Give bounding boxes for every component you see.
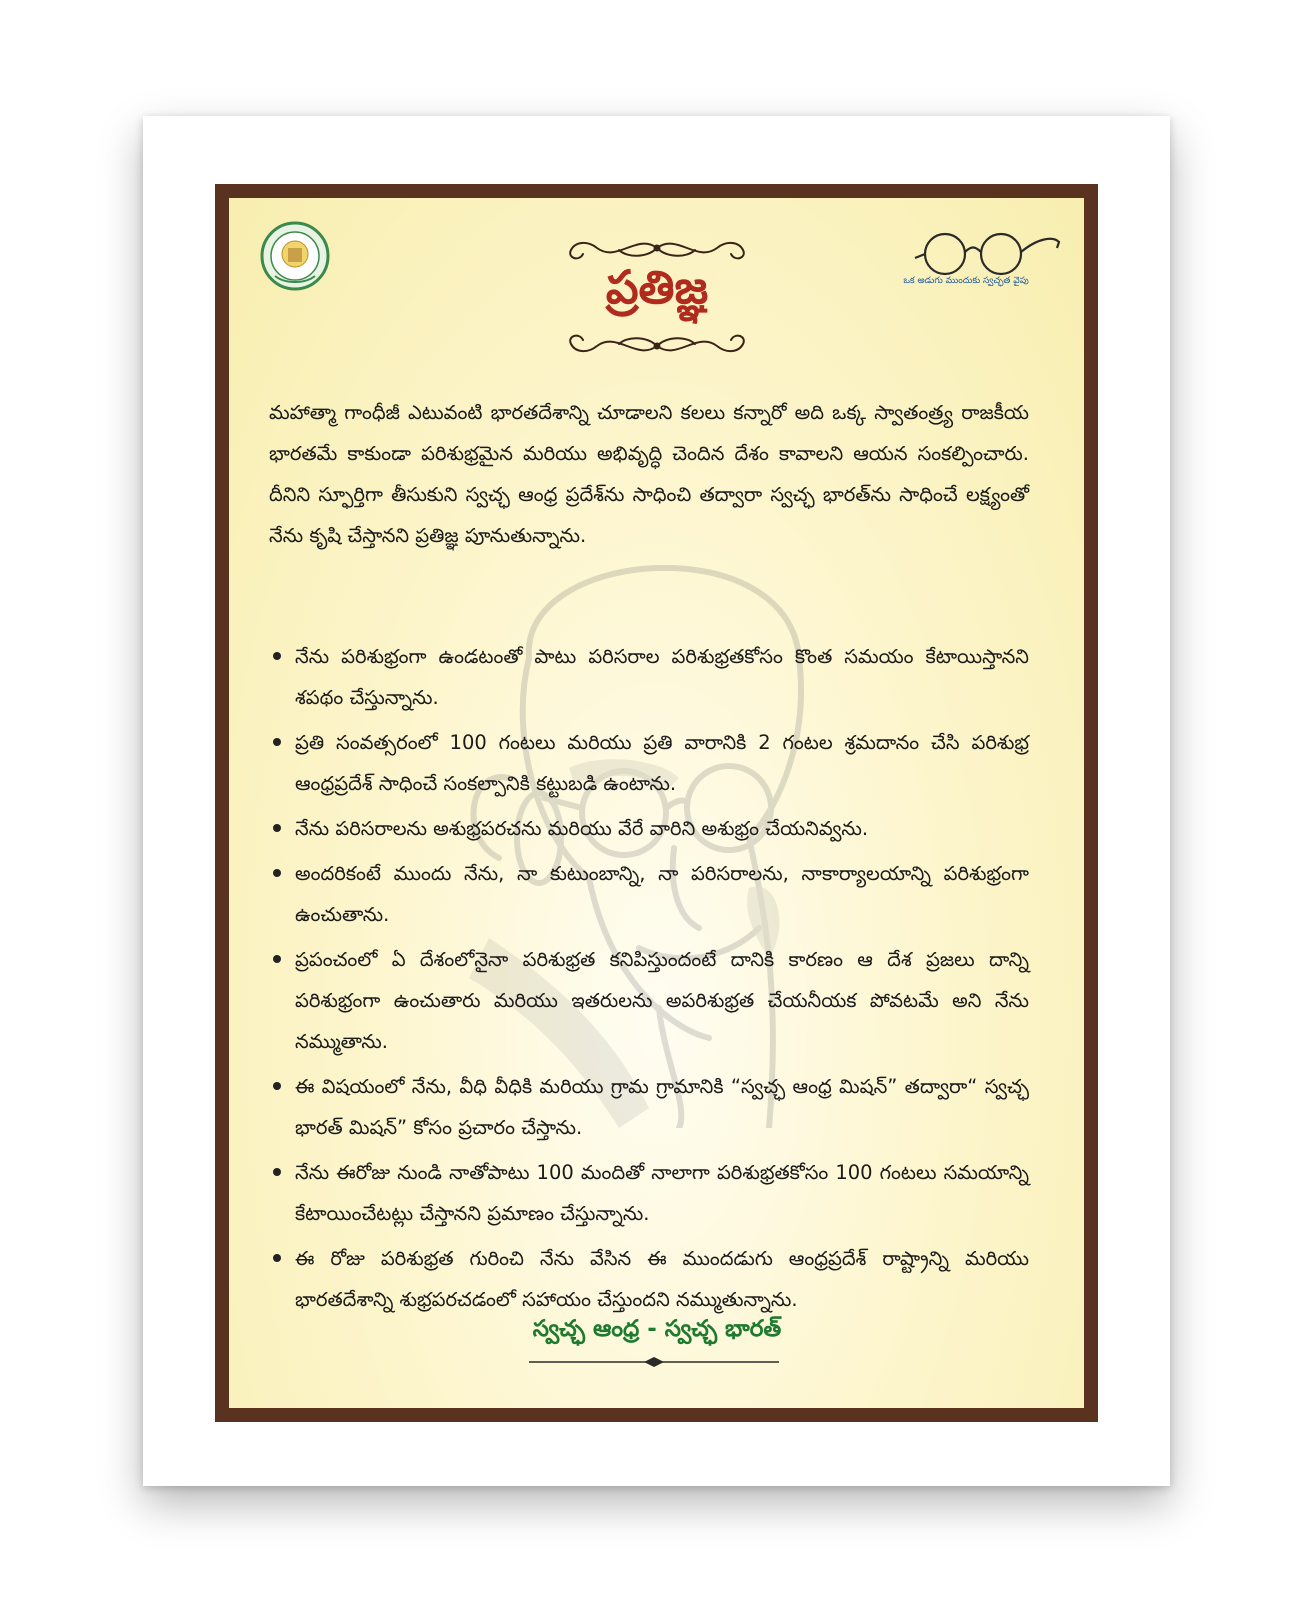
pledge-item: అందరికంటే ముందు నేను, నా కుటుంబాన్ని, నా పరిసరాలను, నాకార్యాలయాన్ని పరిశుభ్రంగా ఉంచుతాను. xyxy=(269,853,1029,935)
poster-panel xyxy=(229,198,1084,1408)
intro-paragraph: మహాత్మా గాంధీజీ ఎటువంటి భారతదేశాన్ని చూడాలని కలలు కన్నారో అది ఒక్క స్వాతంత్ర్య రాజకీయ భారతమే కాకుండా పరిశుభ్రమైన మరియు అభివృద్ధి చెందిన దేశం కావాలని ఆయన సంకల్పించారు. దీనిని స్ఫూర్తిగా తీసుకుని స్వచ్ఛ ఆంధ్ర ప్రదేశ్‌ను సాధించి తద్వారా స్వచ్ఛ భారత్‌ను సాధించే లక్ష్యంతో నేను కృషి చేస్తానని ప్రతిజ్ఞ పూనుతున్నాను. xyxy=(269,401,1029,547)
pledge-item: నేను పరిసరాలను అశుభ్రపరచను మరియు వేరే వారిని అశుభ్రం చేయనివ్వను. xyxy=(269,808,1029,849)
pledge-item: ఈ రోజు పరిశుభ్రత గురించి నేను వేసిన ఈ ముందడుగు ఆంధ్రప్రదేశ్ రాష్ట్రాన్ని మరియు భారతదేశాన్ని శుభ్రపరచడంలో సహాయం చేస్తుందని నమ్ముతున్నాను. xyxy=(269,1238,1029,1320)
ornament-bottom-icon xyxy=(557,326,757,366)
pledge-list xyxy=(269,636,1029,1324)
ap-government-emblem-icon xyxy=(259,220,331,292)
logo-tagline: ఒక అడుగు ముందుకు స్వచ్ఛత వైపు xyxy=(903,276,1029,286)
pledge-item: నేను పరిశుభ్రంగా ఉండటంతో పాటు పరిసరాల పరిశుభ్రతకోసం కొంత సమయం కేటాయిస్తానని శపథం చేస్తున్నాను. xyxy=(269,636,1029,718)
pledge-item: ప్రతి సంవత్సరంలో 100 గంటలు మరియు ప్రతి వారానికి 2 గంటల శ్రమదానం చేసి పరిశుభ్ర ఆంధ్రప్రదేశ్ సాధించే సంకల్పానికి కట్టుబడి ఉంటాను. xyxy=(269,722,1029,804)
pledge-item: నేను ఈరోజు నుండి నాతోపాటు 100 మందితో నాలాగా పరిశుభ్రతకోసం 100 గంటలు సమయాన్ని కేటాయించేటట్లు చేస్తానని ప్రమాణం చేస్తున్నాను. xyxy=(269,1152,1029,1234)
pledge-item: ప్రపంచంలో ఏ దేశంలోనైనా పరిశుభ్రత కనిపిస్తుందంటే దానికి కారణం ఆ దేశ ప్రజలు దాన్ని పరిశుభ్రంగా ఉంచుతారు మరియు ఇతరులను అపరిశుభ్రత చేయనీయక పోవటమే అని నేను నమ్ముతాను. xyxy=(269,939,1029,1062)
slogan: స్వచ్ఛ ఆంధ్ర - స్వచ్ఛ భారత్ xyxy=(532,1316,782,1342)
page-title: ప్రతిజ్ఞ xyxy=(605,260,709,314)
slogan-underline xyxy=(529,1356,779,1368)
pledge-item: ఈ విషయంలో నేను, వీధి వీధికి మరియు గ్రామ గ్రామానికి “స్వచ్ఛ ఆంధ్ర మిషన్” తద్వారా“ స్వచ్ఛ భారత్ మిషన్” కోసం ప్రచారం చేస్తాను. xyxy=(269,1066,1029,1148)
